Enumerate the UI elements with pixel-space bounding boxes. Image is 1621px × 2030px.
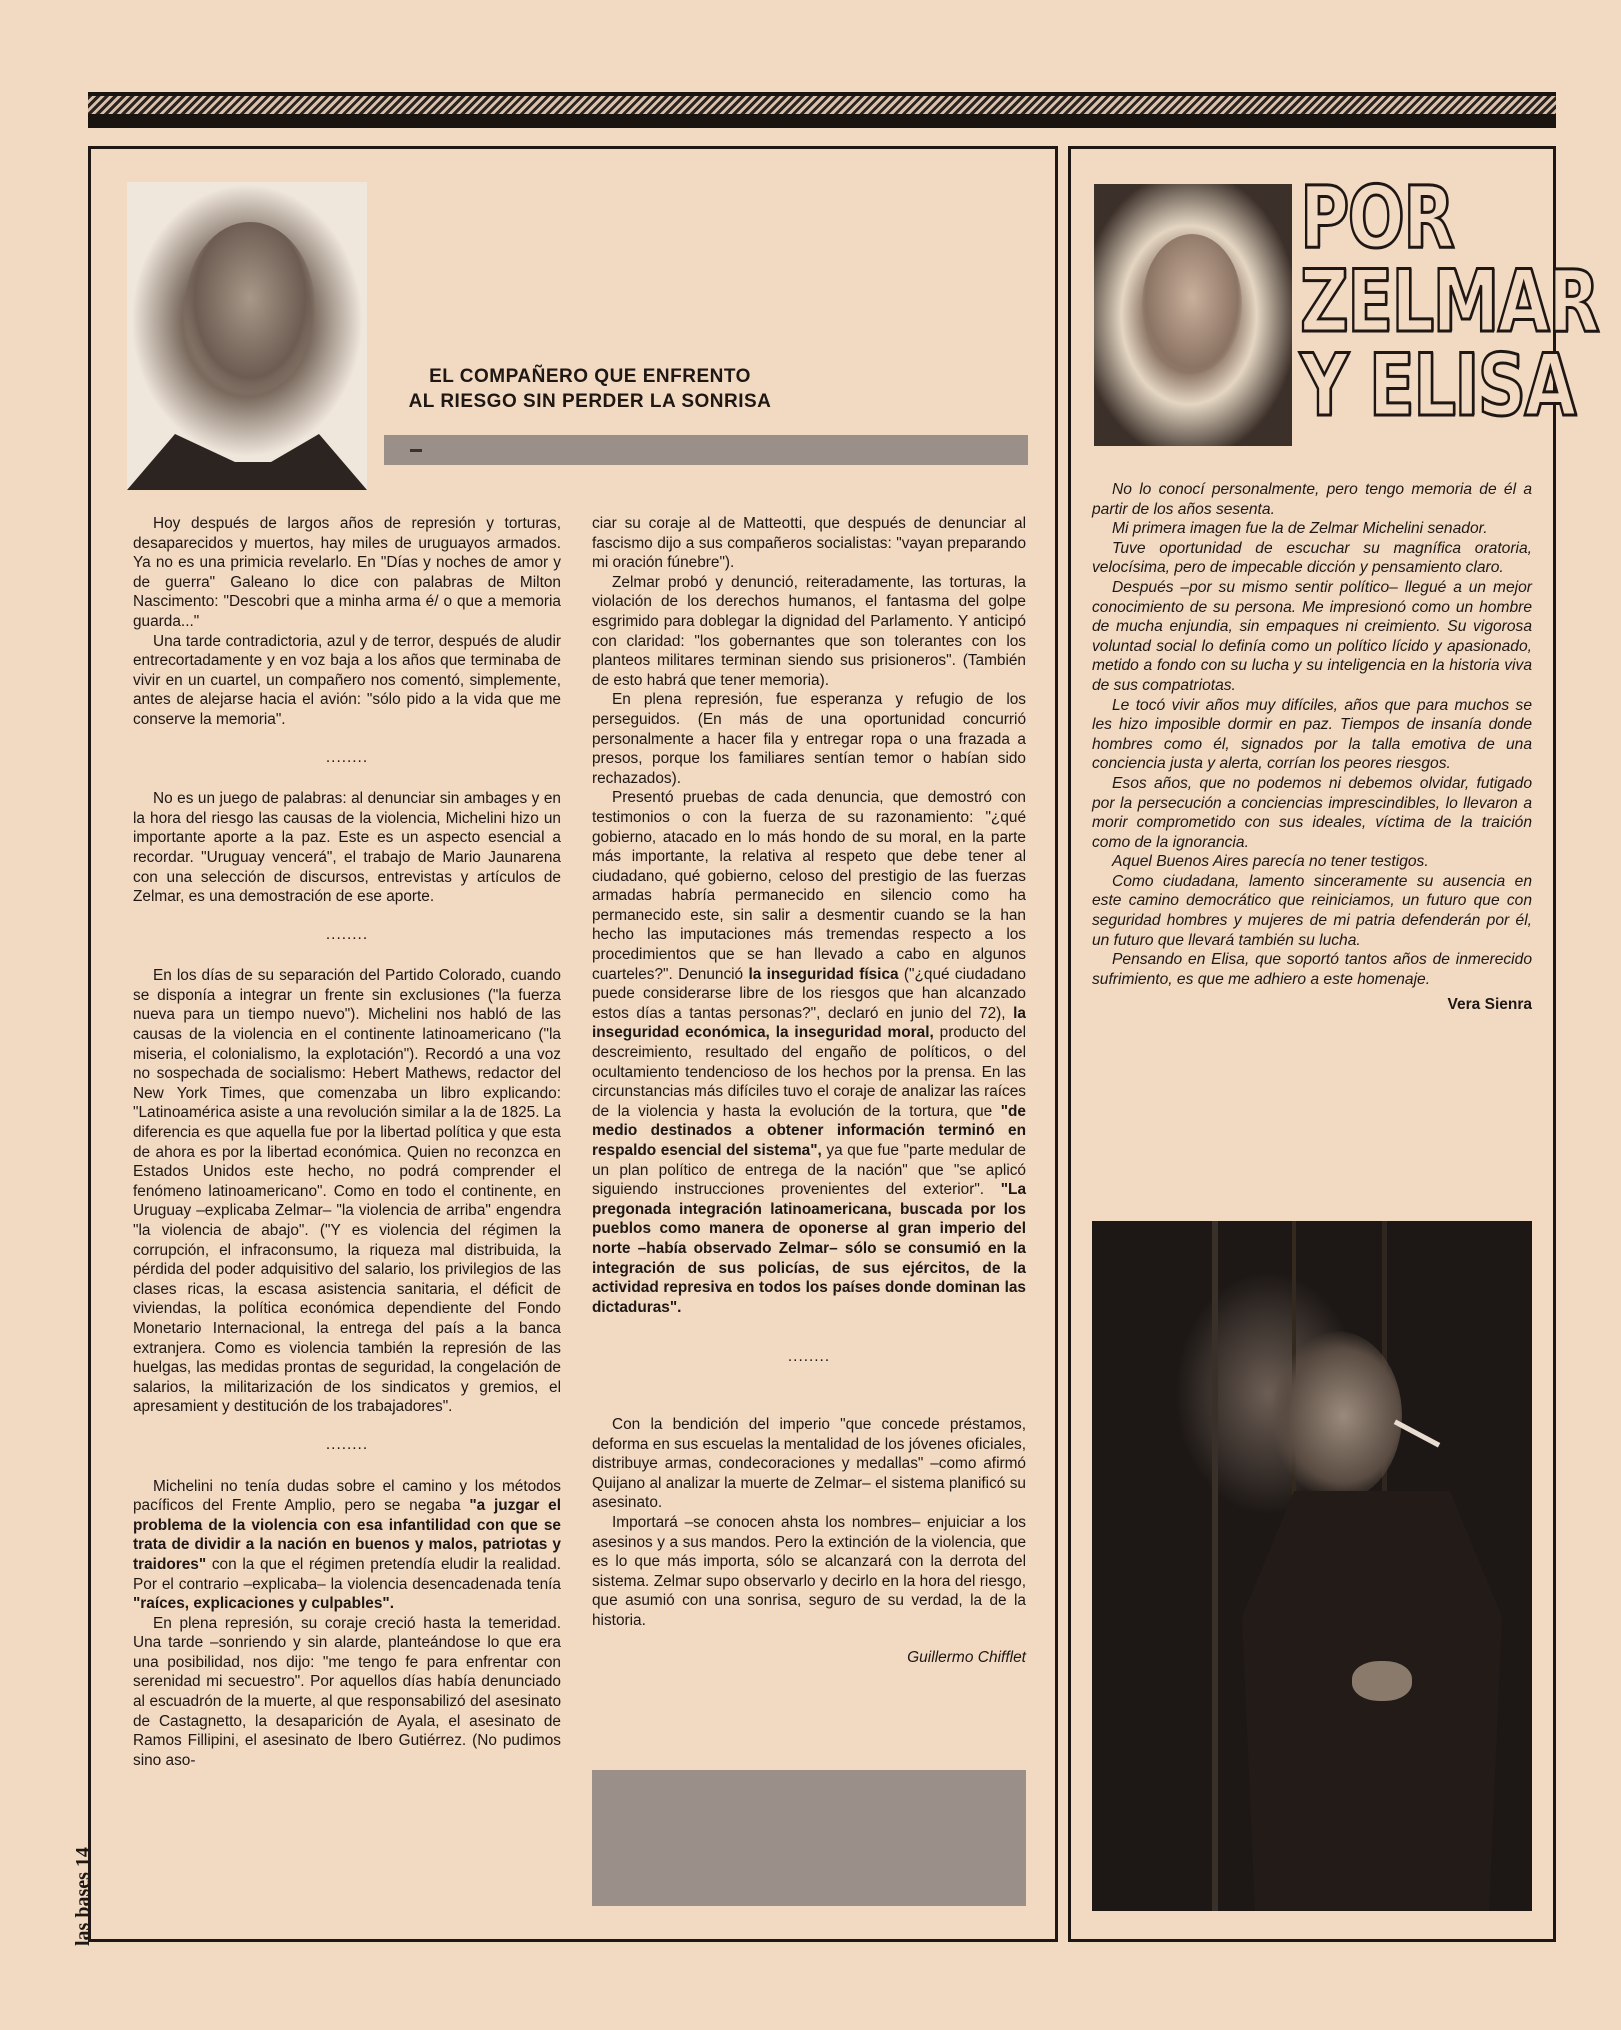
left-headline-line2: AL RIESGO SIN PERDER LA SONRISA bbox=[408, 391, 772, 412]
paragraph: Esos años, que no podemos ni debemos olvidar, futigado por la persecución a conciencias imprescindibles, lo llevaron a morir comprometido con sus ideales, víctima de la traición como de la ignorancia. bbox=[1092, 774, 1532, 851]
left-article-column-2 bbox=[592, 514, 1026, 1668]
zelmar-smoking-photo bbox=[1092, 1221, 1532, 1911]
paragraph: Tuve oportunidad de escuchar su magnífica oratoria, velocísima, pero de impecable dicción y pensamiento claro. bbox=[1092, 539, 1532, 577]
paragraph: En los días de su separación del Partido Colorado, cuando se disponía a integrar un frente sin exclusiones ("la fuerza nueva para un tiempo nuevo"). Michelini nos habló de las causas de la violencia en el continente latinoamericano ("la miseria, el colonialismo, la explotación"). Recordó a una voz no sospechada de socialismo: Hebert Mathews, redactor del New York Times, que comenzaba un libro explicando: "Latinoamérica asiste a una revolución similar a la de 1825. La diferencia es que aquella fue por la libertad política y que esta de ahora es por la libertad económica. Quien no reconzca en Estados Unidos este hecho, no podrá comprender el fenómeno latinoamericano". Como en todo el continente, en Uruguay –explicaba Zelmar– "la violencia de arriba" engendra "la violencia de abajo". ("Y es violencia del régimen la corrupción, el infraconsumo, la riqueza mal distribuida, la pérdida del poder adquisitivo del salario, los privilegios de las clases ricas, la escasa asistencia sanitaria, el déficit de viviendas, la política económica dependiente del Fondo Monetario Internacional, la entrega del país a la banca extranjera. Como es violencia también la represión de las huelgas, las medidas prontas de seguridad, la congelación de salarios, la militarización de los sindicatos y gremios, el apresamient y destitución de los trabajadores". bbox=[133, 967, 561, 1416]
right-title-line2: ZELMAR bbox=[1300, 252, 1599, 352]
bold-quote: "a juzgar el problema de la violencia con esa infantilidad con que se trata de dividir a la nación en buenos y malos, patriotas y traidores" bbox=[133, 1497, 561, 1573]
headline-grey-bar bbox=[384, 435, 1028, 465]
bold-phrase: la inseguridad económica, la inseguridad moral, bbox=[592, 1004, 1026, 1042]
vera-sienra-portrait-photo bbox=[1094, 184, 1292, 446]
text-run: producto del descreimiento, resultado del engaño de políticos, o del ocultamiento tendencioso de los hechos por la prensa. En las circunstancias más difíciles tuvo el coraje de analizar las raíces de la violencia y hasta la evolución de la tortura, que bbox=[592, 1024, 1026, 1120]
paragraph: Le tocó vivir años muy difíciles, años que para muchos se les hizo imposible dormir en paz. Tiempos de insanía donde hombres como él, signados por la talla emotiva de una conciencia justa y alerta, corrían los peores riesgos. bbox=[1092, 696, 1532, 773]
left-headline-line1: EL COMPAÑERO QUE ENFRENTO bbox=[429, 366, 751, 387]
paragraph: No es un juego de palabras: al denunciar sin ambages y en la hora del riesgo las causas de la violencia, Michelini hizo un importante aporte a la paz. Este es un aspecto esencial a recordar. "Uruguay vencerá", el trabajo de Mario Jaunarena con una selección de discursos, entrevistas y artículos de Zelmar, es una demostración de ese aporte. bbox=[133, 790, 561, 906]
paragraph: En plena represión, fue esperanza y refugio de los perseguidos. (En más de una oportunidad concurrió personalmente a hacer fila y entregar ropa o una frazada a presos, porque los familiares sentían temor o habían sido rechazados). bbox=[592, 691, 1026, 787]
paragraph: Una tarde contradictoria, azul y de terror, después de aludir entrecortadamente y en voz baja a los años que terminaba de vivir en un cuartel, un compañero nos comentó, simplemente, antes de alejarse hacia el avión: "sólo pido a la vida que me conserve la memoria". bbox=[133, 632, 561, 728]
text-run: ya que fue "parte medular de un plan político de entrega de la nación" que "se aplicó siguiendo instrucciones provenientes del exterior". bbox=[592, 1142, 1026, 1199]
text-run: con la que el régimen pretendía eludir la realidad. Por el contrario –explicaba– la violencia desencadenada tenía bbox=[133, 1555, 561, 1593]
bold-quote: "La pregonada integración latinoamericana, buscada por los pueblos como manera de oponerse al gran imperio del norte –había observado Zelmar– sólo se consumió en la integración de sus policías, de sus ejércitos, de la actividad represiva en todos los países donde dominan las dictaduras". bbox=[592, 1181, 1027, 1316]
right-title-line3: Y ELISA bbox=[1300, 336, 1575, 436]
section-separator: ........ bbox=[325, 748, 369, 766]
right-title-line1: POR bbox=[1300, 168, 1454, 268]
bold-quote: "de medio destinados a obtener información terminó en respaldo esencial del sistema", bbox=[592, 1102, 1026, 1159]
paragraph: Mi primera imagen fue la de Zelmar Michelini senador. bbox=[1112, 520, 1488, 538]
paragraph bbox=[133, 1477, 561, 1614]
section-separator: ........ bbox=[787, 1348, 831, 1366]
bold-quote: "raíces, explicaciones y culpables". bbox=[133, 1595, 394, 1613]
bold-phrase: la inseguridad física bbox=[748, 965, 899, 983]
page-folio: las bases 14 bbox=[72, 1847, 94, 1946]
paragraph: Aquel Buenos Aires parecía no tener testigos. bbox=[1112, 853, 1429, 871]
text-run: Michelini no tenía dudas sobre el camino y los métodos pacíficos del Frente Amplio, pero se negaba bbox=[133, 1477, 561, 1515]
top-rule bbox=[88, 92, 1556, 128]
text-run: Presentó pruebas de cada denuncia, que demostró con testimonios o con la fuerza de su razonamiento: "¿qué gobierno, atacado en lo más hondo de su moral, en la parte más importante, la relativa al respeto que debe tener al ciudadano, qué gobierno, celoso del prestigio de las fuerzas armadas habría permanecido en silencio como ha permanecido este, sin salir a desmentir cuando se la han hecho las imputaciones más tremendas respecto a los procedimientos que se han llevado a cabo en algunos cuarteles?". Denunció bbox=[592, 789, 1026, 983]
paragraph: Pensando en Elisa, que soportó tantos años de inmerecido sufrimiento, es que me adhiero a este homenaje. bbox=[1092, 951, 1532, 988]
author-signature: Vera Sienra bbox=[1447, 996, 1532, 1014]
paragraph: Después –por su mismo sentir político– llegué a un mejor conocimiento de su persona. Me impresionó como un hombre de mucha enjundia, sin empaques ni creimiento. Su vigorosa voluntad social lo definía como un político lícido y apasionado, metido a fondo con su lucha y su inteligencia en la historia viva de sus compatriotas. bbox=[1092, 578, 1532, 694]
paragraph: Con la bendición del imperio "que concede préstamos, deforma en sus escuelas la mentalidad de los jóvenes oficiales, distribuye armas, condecoraciones y medallas" –como afirmó Quijano al analizar la muerte de Zelmar– el sistema planificó su asesinato. bbox=[592, 1415, 1026, 1512]
paragraph: No lo conocí personalmente, pero tengo memoria de él a partir de los años sesenta. bbox=[1092, 481, 1532, 518]
paragraph: ciar su coraje al de Matteotti, que después de denunciar al fascismo dijo a sus compañeros socialistas: "vayan preparando mi oración fúnebre"). bbox=[592, 515, 1026, 572]
paragraph bbox=[592, 788, 1026, 1317]
grey-bar-dash bbox=[410, 449, 422, 452]
text-run: ("¿qué ciudadano puede considerarse libre de los riesgos que han alcanzado estos días a tantas personas?", declaró en junio del 72), bbox=[592, 965, 1026, 1022]
author-signature: Guillermo Chifflet bbox=[907, 1649, 1026, 1667]
paragraph: En plena represión, su coraje creció hasta la temeridad. Una tarde –sonriendo y sin alarde, planteándose lo que era una posibilidad, nos dijo: "me tengo fe para enfrentar con serenidad mi secuestro". Por aquellos días había denunciado al escuadrón de la muerte, al que responsabilizó del asesinato de Castagnetto, la desaparición de Ayala, el asesinato de Ramos Fillipini, el asesinato de Ibero Gutiérrez. (No pudimos sino aso- bbox=[133, 1614, 561, 1769]
footer-grey-block bbox=[592, 1770, 1026, 1906]
left-article-column-1 bbox=[133, 514, 561, 1770]
paragraph: Como ciudadana, lamento sinceramente su ausencia en este camino democrático que reiniciamos, un futuro que con seguridad hombres y mujeres de mi patria defenderán por él, un futuro que llevará también su lucha. bbox=[1092, 872, 1532, 949]
michelini-portrait-photo bbox=[127, 182, 367, 490]
section-separator: ........ bbox=[325, 925, 369, 943]
section-separator: ........ bbox=[325, 1435, 369, 1453]
paragraph: Importará –se conocen ahsta los nombres– enjuiciar a los asesinos y a sus mandos. Pero la extinción de la violencia, que es lo que más importa, sólo se alcanzará con la derrota del sistema. Zelmar supo observarlo y decirlo en la hora del riesgo, que asumió con una sonrisa, seguro de su verdad, la de la historia. bbox=[592, 1513, 1026, 1629]
right-article-column bbox=[1092, 480, 1532, 1015]
right-title bbox=[1300, 168, 1599, 436]
paragraph: Hoy después de largos años de represión y torturas, desaparecidos y muertos, hay miles de uruguayos armados. Ya no es una primicia revelarlo. En "Días y noches de amor y de guerra" Galeano lo dice con palabras de Milton Nascimento: "Descobri que a minha arma é/ o que a memoria guarda..." bbox=[133, 515, 561, 630]
left-headline bbox=[380, 364, 800, 414]
paragraph: Zelmar probó y denunció, reiteradamente, las torturas, la violación de los derechos humanos, el fantasma del golpe esgrimido para doblegar la dignidad del Parlamento. Y anticipó con claridad: "los gobernantes que son tolerantes con los planteos militares terminan siendo sus prisioneros". (También de esto habrá que tener memoria). bbox=[592, 573, 1026, 689]
